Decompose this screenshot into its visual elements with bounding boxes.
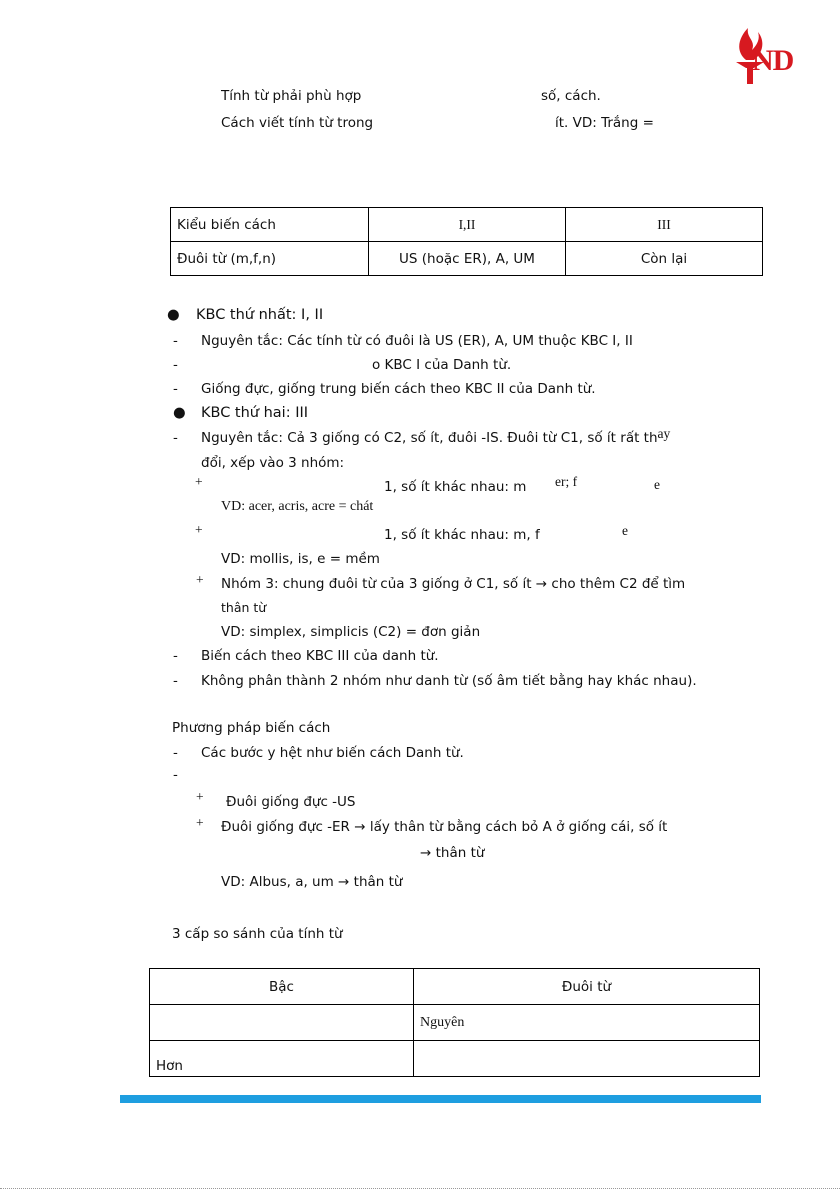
group1-line: 1, số ít khác nhau: m: [384, 479, 527, 495]
method-step1: Các bước y hệt như biến cách Danh từ.: [201, 745, 464, 761]
table-cell: I,II: [369, 208, 566, 242]
kbc1-heading: KBC thứ nhất: I, II: [196, 307, 324, 323]
dash-icon: -: [173, 648, 178, 664]
footer-accent-bar: [120, 1095, 761, 1103]
method-heading: Phương pháp biến cách: [172, 720, 331, 736]
bullet-icon: ●: [167, 307, 180, 323]
kbc2-heading: KBC thứ hai: III: [201, 405, 309, 421]
kbc2-rule-cont: đổi, xếp vào 3 nhóm:: [201, 455, 345, 471]
kbc2-decl-line: Biến cách theo KBC III của danh từ.: [201, 648, 439, 664]
dash-icon: -: [173, 745, 178, 761]
table-row: [171, 242, 763, 276]
comparison-table: [149, 968, 760, 1077]
page-divider: [0, 1188, 840, 1189]
table-row: [171, 208, 763, 242]
kbc2-rule: [201, 426, 671, 446]
plus-icon: +: [196, 815, 204, 830]
table-row: [150, 969, 760, 1005]
intro-line1-b: số, cách.: [541, 88, 601, 104]
table-cell: US (hoặc ER), A, UM: [369, 242, 566, 276]
kbc2-nosplit-line: Không phân thành 2 nhóm như danh từ (số âm tiết bằng hay khác nhau).: [201, 673, 697, 689]
dash-icon: -: [173, 381, 178, 397]
kbc1-rule: Nguyên tắc: Các tính từ có đuôi là US (ER), A, UM thuộc KBC I, II: [201, 333, 633, 349]
method-example: VD: Albus, a, um → thân từ: [221, 874, 403, 890]
table-cell: Hơn: [150, 1041, 414, 1077]
table-cell: Nguyên: [414, 1005, 760, 1041]
plus-icon: +: [195, 522, 203, 537]
group3-example: VD: simplex, simplicis (C2) = đơn giản: [221, 624, 481, 640]
dash-icon: -: [173, 357, 178, 373]
dash-icon: -: [173, 673, 178, 689]
group3-cont: thân từ: [221, 600, 267, 615]
kbc2-rule-a: Nguyên tắc: Cả 3 giống có C2, số ít, đuôi: [201, 430, 482, 446]
kbc2-rule-b: -IS. Đuôi từ C1, số ít rất th: [481, 430, 658, 446]
plus-icon: +: [196, 789, 204, 804]
method-sub1: Đuôi giống đực -US: [226, 794, 356, 810]
group3-line: Nhóm 3: chung đuôi từ của 3 giống ở C1, số ít → cho thêm C2 để tìm: [221, 576, 686, 592]
group2-line: 1, số ít khác nhau: m, f: [384, 527, 540, 543]
declension-table: [170, 207, 763, 276]
plus-icon: +: [196, 572, 204, 587]
dash-icon: -: [173, 333, 178, 349]
table-cell: Còn lại: [566, 242, 763, 276]
table-cell: [414, 1041, 760, 1077]
table-header-cell: Bậc: [150, 969, 414, 1005]
table-row: [150, 1005, 760, 1041]
group1-e: e: [654, 477, 660, 492]
table-cell: III: [566, 208, 763, 242]
kbc2-rule-c: ay: [657, 426, 671, 441]
intro-line2-b: ít. VD: Trắng =: [555, 115, 654, 131]
group1-er: er; f: [555, 474, 578, 489]
table-cell: [150, 1005, 414, 1041]
kbc1-line3: Giống đực, giống trung biến cách theo KBC II của Danh từ.: [201, 381, 596, 397]
group2-e: e: [622, 523, 628, 538]
method-sub2: Đuôi giống đực -ER → lấy thân từ bằng cách bỏ A ở giống cái, số ít: [221, 819, 668, 835]
group2-example: VD: mollis, is, e = mềm: [221, 551, 380, 567]
table-cell: Đuôi từ (m,f,n): [171, 242, 369, 276]
bullet-icon: ●: [173, 405, 186, 421]
method-sub2-cont: → thân từ: [420, 845, 485, 861]
intro-line1-a: Tính từ phải phù hợp: [221, 88, 362, 104]
table-row: [150, 1041, 760, 1077]
plus-icon: +: [195, 474, 203, 489]
logo-text: ND: [752, 44, 794, 77]
intro-line2-a: Cách viết tính từ trong: [221, 115, 374, 131]
dash-icon: -: [173, 430, 178, 446]
table-header-cell: Đuôi từ: [414, 969, 760, 1005]
dash-icon: -: [173, 767, 178, 783]
kbc1-line2: o KBC I của Danh từ.: [372, 357, 512, 373]
table-cell: Kiểu biến cách: [171, 208, 369, 242]
group1-example: VD: acer, acris, acre = chát: [221, 499, 374, 514]
compare-heading: 3 cấp so sánh của tính từ: [172, 926, 343, 942]
